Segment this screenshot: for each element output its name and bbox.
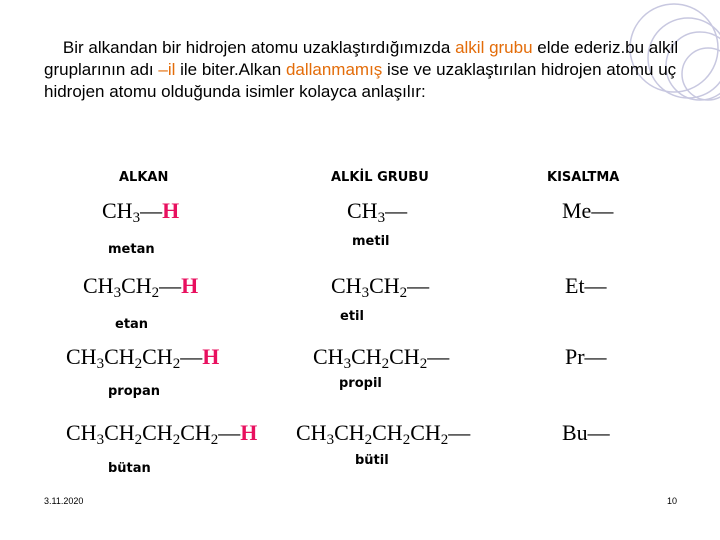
alkan-formula: $CH_3CH_2CH_2CH_2—H$ <box>66 420 258 448</box>
abbreviation: Bu— <box>562 420 610 445</box>
alkil-name: propil <box>339 376 382 391</box>
alkil-formula: $CH_3—$ <box>347 198 408 226</box>
abbreviation: Pr— <box>565 344 607 369</box>
alkan-name: etan <box>115 317 149 332</box>
alkan-formula: $CH_3—H$ <box>102 198 180 226</box>
alkan-formula: $CH_3CH_2—H$ <box>83 273 199 301</box>
alkan-name: metan <box>108 242 155 257</box>
alkil-name: bütil <box>355 453 389 468</box>
alkan-name: bütan <box>108 461 151 476</box>
header-alkil-grubu: ALKİL GRUBU <box>331 170 429 185</box>
header-kisaltma: KISALTMA <box>547 170 620 185</box>
highlight-alkil-grubu: alkil grubu <box>455 38 533 57</box>
alkil-formula: $CH_3CH_2—$ <box>331 273 430 301</box>
alkan-formula: $CH_3CH_2CH_2—H$ <box>66 344 220 372</box>
highlight-il-suffix: –il <box>158 60 176 79</box>
alkan-name: propan <box>108 384 160 399</box>
abbreviation: Me— <box>562 198 614 223</box>
footer-date: 3.11.2020 <box>44 496 84 506</box>
alkil-formula: $CH_3CH_2CH_2—$ <box>313 344 450 372</box>
highlight-dallanmamis: dallanmamış <box>285 60 383 79</box>
header-alkan: ALKAN <box>119 170 169 185</box>
intro-text: Bir alkandan bir hidrojen atomu uzaklaştırdığımızda alkil grubu elde ederiz.bu alkil gruplarının adı –il ile biter.Alkan dallanmamış ise ve uzaklaştırılan hidrojen atomu uç hidrojen atomu olduğunda isimler kolayca anlaşılır: <box>44 38 679 101</box>
abbreviation: Et— <box>565 273 607 298</box>
alkil-name: metil <box>352 234 390 249</box>
alkil-formula: $CH_3CH_2CH_2CH_2—$ <box>296 420 471 448</box>
footer-page-number: 10 <box>667 496 678 506</box>
alkil-name: etil <box>340 309 364 324</box>
